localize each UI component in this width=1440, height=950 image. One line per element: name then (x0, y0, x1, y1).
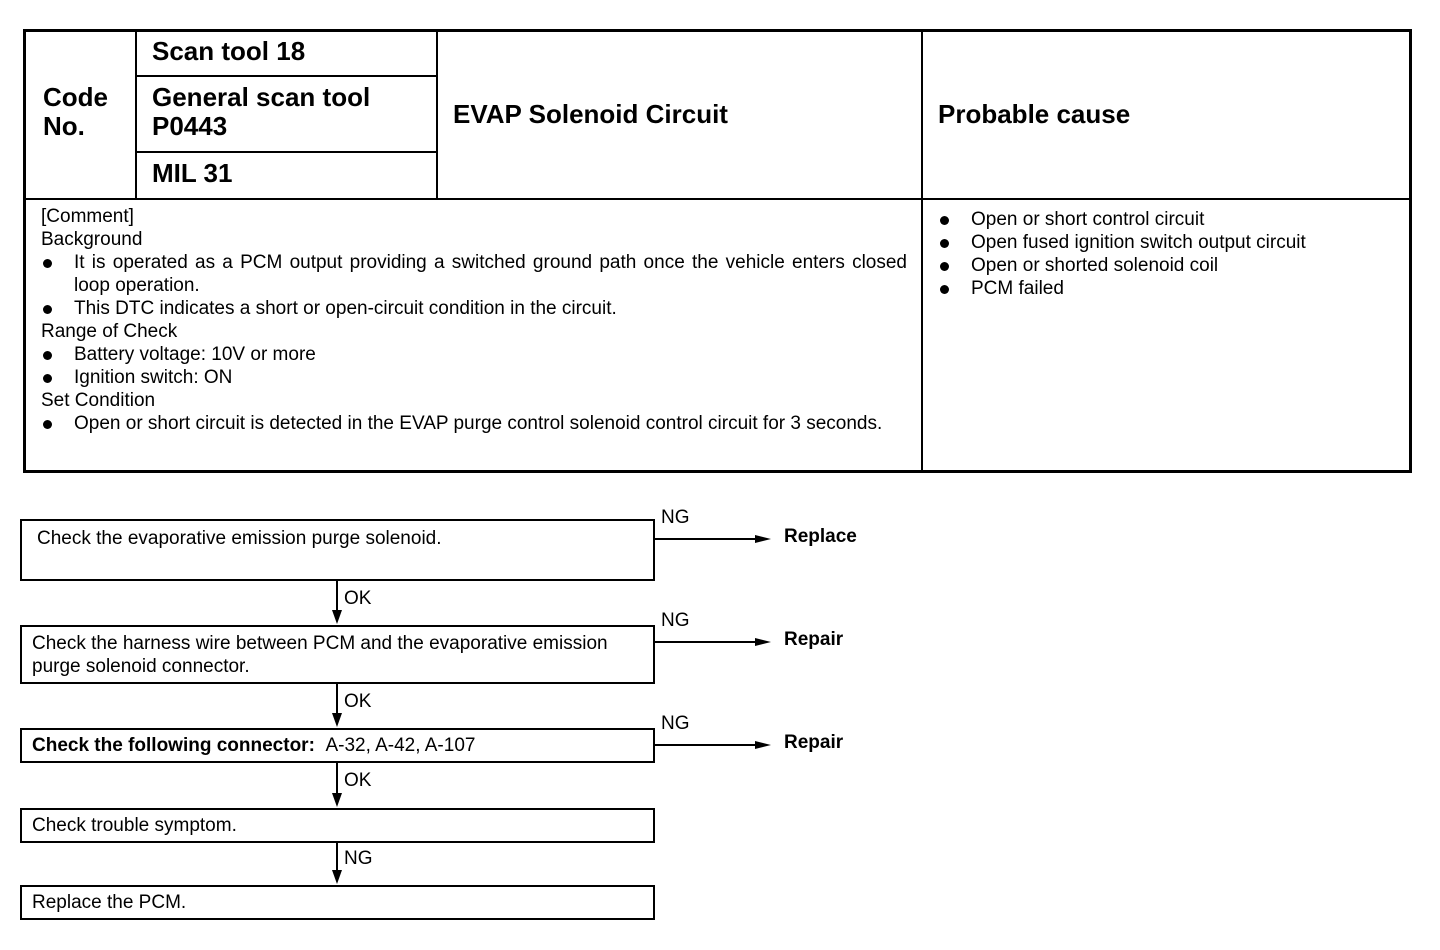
mil-code: MIL 31 (152, 158, 233, 188)
code-no-label: Code No. (43, 82, 108, 141)
result-repair: Repair (784, 732, 844, 753)
scan-tool-code: Scan tool 18 (152, 36, 306, 66)
list-item: This DTC indicates a short or open-circuit condition in the circuit. (41, 297, 907, 320)
list-item: PCM failed (938, 277, 1398, 300)
arrow-line (655, 641, 755, 643)
set-condition-label: Set Condition (41, 390, 156, 411)
list-item: Battery voltage: 10V or more (41, 343, 907, 366)
ng-label: NG (661, 713, 690, 734)
background-label: Background (41, 229, 143, 250)
range-label: Range of Check (41, 321, 178, 342)
flow-step-replace-pcm: Replace the PCM. (20, 885, 655, 920)
arrow-right-icon (755, 535, 771, 543)
arrow-line (336, 843, 338, 871)
arrow-right-icon (755, 638, 771, 646)
arrow-line (655, 538, 755, 540)
page-title: EVAP Solenoid Circuit (453, 99, 728, 129)
list-item: Open or shorted solenoid coil (938, 254, 1398, 277)
connector-list: A-32, A-42, A-107 (325, 735, 476, 756)
arrow-line (655, 744, 755, 746)
arrow-down-icon (332, 713, 342, 727)
arrow-down-icon (332, 610, 342, 624)
ng-label: NG (344, 848, 373, 869)
flow-step-check-trouble-symptom: Check trouble symptom. (20, 808, 655, 843)
ng-label: NG (661, 610, 690, 631)
ok-label: OK (344, 770, 372, 791)
list-item: It is operated as a PCM output providing a switched ground path once the vehicle enters closed loop operation. (41, 251, 907, 297)
result-repair: Repair (784, 629, 844, 650)
arrow-down-icon (332, 793, 342, 807)
ng-label: NG (661, 507, 690, 528)
list-item: Open or short control circuit (938, 208, 1398, 231)
list-item: Ignition switch: ON (41, 366, 907, 389)
ok-label: OK (344, 691, 372, 712)
arrow-line (336, 684, 338, 714)
arrow-line (336, 763, 338, 794)
probable-cause-list (938, 208, 1398, 300)
list-item: Open or short circuit is detected in the EVAP purge control solenoid control circuit for 3 seconds. (41, 412, 907, 435)
flow-step-check-connector (20, 728, 655, 763)
arrow-line (336, 581, 338, 611)
probable-cause-heading: Probable cause (938, 99, 1131, 129)
detail-section (41, 205, 907, 435)
arrow-right-icon (755, 741, 771, 749)
arrow-down-icon (332, 870, 342, 884)
result-replace: Replace (784, 526, 857, 547)
ok-label: OK (344, 588, 372, 609)
flow-step-check-harness-wire: Check the harness wire between PCM and the evaporative emission purge solenoid connector. (20, 625, 655, 684)
flow-step-check-purge-solenoid: Check the evaporative emission purge solenoid. (20, 519, 655, 581)
list-item: Open fused ignition switch output circuit (938, 231, 1398, 254)
connector-step-label: Check the following connector: (32, 735, 315, 756)
general-scan-tool-code: General scan tool P0443 (152, 82, 371, 141)
comment-label: [Comment] (41, 206, 134, 227)
